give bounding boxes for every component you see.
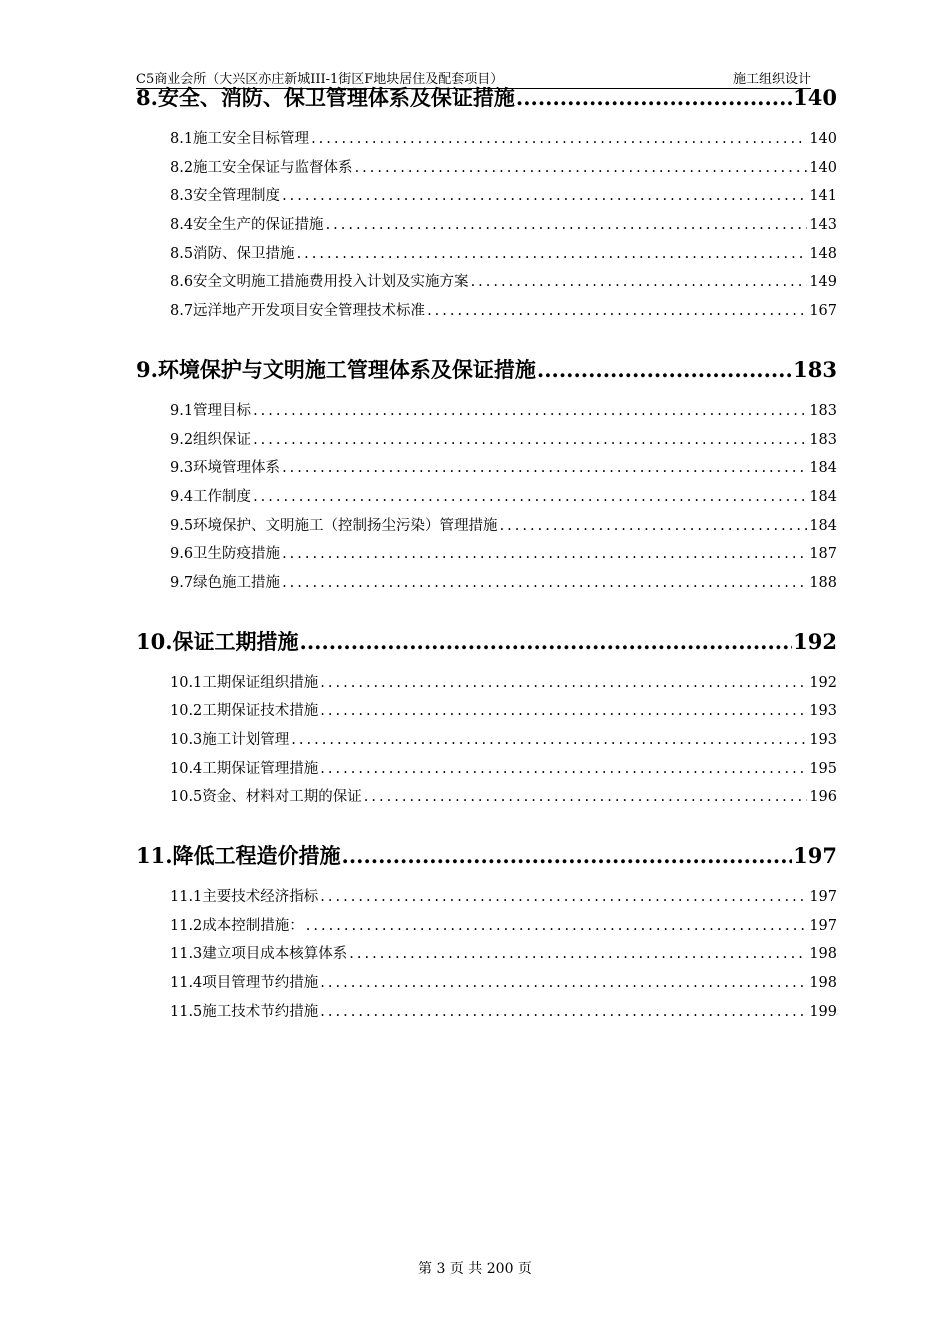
section-page: 140 xyxy=(793,85,837,110)
section-page: 197 xyxy=(793,843,837,869)
toc-entries xyxy=(136,127,837,328)
dot-leader xyxy=(291,732,807,748)
toc-entry[interactable] xyxy=(170,914,837,943)
dot-leader xyxy=(355,160,808,176)
dot-leader xyxy=(282,546,807,562)
entry-page: 167 xyxy=(809,303,837,320)
entry-title: 11.5施工技术节约措施 xyxy=(170,1003,319,1020)
toc-entry[interactable] xyxy=(170,514,837,543)
dot-leader xyxy=(320,975,807,991)
entry-title: 8.2施工安全保证与监督体系 xyxy=(170,159,353,176)
entry-title: 9.7绿色施工措施 xyxy=(170,574,281,591)
dot-leader xyxy=(320,1004,807,1020)
toc-entry[interactable] xyxy=(170,184,837,213)
toc-entry[interactable] xyxy=(170,942,837,971)
entry-page: 183 xyxy=(809,402,837,419)
dot-leader xyxy=(253,489,807,505)
toc-section-9 xyxy=(136,354,837,600)
toc-entry[interactable] xyxy=(170,1000,837,1029)
entry-page: 188 xyxy=(809,574,837,591)
entry-page: 143 xyxy=(809,217,837,234)
entry-page: 197 xyxy=(809,889,837,906)
dot-leader xyxy=(320,675,807,691)
toc-entry[interactable] xyxy=(170,571,837,600)
toc-entry[interactable] xyxy=(170,127,837,156)
entry-title: 11.3建立项目成本核算体系 xyxy=(170,946,348,963)
entry-page: 193 xyxy=(809,732,837,748)
entry-page: 140 xyxy=(809,131,837,147)
toc-entry[interactable] xyxy=(170,428,837,457)
entry-title: 8.4安全生产的保证措施 xyxy=(170,217,324,234)
entry-title: 9.2组织保证 xyxy=(170,431,252,448)
section-title: 8.安全、消防、保卫管理体系及保证措施 xyxy=(136,85,515,110)
entry-title: 8.6安全文明施工措施费用投入计划及实施方案 xyxy=(170,274,469,291)
dot-leader xyxy=(320,889,807,905)
table-of-contents xyxy=(136,82,837,1029)
entry-page: 184 xyxy=(809,488,837,505)
toc-entries xyxy=(136,399,837,600)
entry-title: 8.5消防、保卫措施 xyxy=(170,245,295,262)
dot-leader xyxy=(342,843,793,868)
entry-title: 8.3安全管理制度 xyxy=(170,188,281,205)
entry-page: 196 xyxy=(809,789,837,806)
dot-leader xyxy=(427,303,807,319)
toc-entry[interactable] xyxy=(170,971,837,1000)
entry-title: 10.1工期保证组织措施 xyxy=(170,674,319,691)
toc-entry[interactable] xyxy=(170,242,837,271)
entry-title: 11.4项目管理节约措施 xyxy=(170,975,319,992)
toc-entry[interactable] xyxy=(170,699,837,728)
toc-section-heading[interactable] xyxy=(136,354,837,388)
dot-leader xyxy=(320,761,807,777)
entry-title: 9.4工作制度 xyxy=(170,488,252,505)
toc-section-10 xyxy=(136,626,837,814)
dot-leader xyxy=(282,575,807,591)
entry-title: 10.5资金、材料对工期的保证 xyxy=(170,789,362,806)
entry-title: 8.1施工安全目标管理 xyxy=(170,131,310,147)
dot-leader xyxy=(471,274,808,290)
entry-page: 184 xyxy=(809,460,837,477)
dot-leader xyxy=(364,789,808,805)
toc-section-heading[interactable] xyxy=(136,82,837,116)
dot-leader xyxy=(320,703,807,719)
entry-title: 8.7远洋地产开发项目安全管理技术标准 xyxy=(170,303,426,320)
toc-section-11 xyxy=(136,840,837,1028)
toc-entry[interactable] xyxy=(170,456,837,485)
dot-leader xyxy=(253,403,807,419)
toc-entry[interactable] xyxy=(170,542,837,571)
entry-page: 183 xyxy=(809,431,837,448)
entry-page: 193 xyxy=(809,703,837,720)
entry-page: 149 xyxy=(809,274,837,291)
toc-entry[interactable] xyxy=(170,399,837,428)
toc-section-heading[interactable] xyxy=(136,626,837,660)
section-title: 11.降低工程造价措施 xyxy=(136,843,341,869)
entry-page: 141 xyxy=(809,188,837,205)
entry-page: 195 xyxy=(809,760,837,777)
entry-page: 198 xyxy=(809,975,837,992)
entry-title: 9.6卫生防疫措施 xyxy=(170,546,281,563)
section-title: 10.保证工期措施 xyxy=(136,628,299,654)
dot-leader xyxy=(297,246,808,262)
dot-leader xyxy=(253,432,807,448)
entry-page: 192 xyxy=(809,674,837,691)
entry-page: 187 xyxy=(809,546,837,563)
dot-leader xyxy=(282,460,807,476)
entry-title: 9.3环境管理体系 xyxy=(170,460,281,477)
toc-entry[interactable] xyxy=(170,757,837,786)
dot-leader xyxy=(311,131,807,147)
dot-leader xyxy=(349,946,807,962)
entry-title: 11.1主要技术经济指标 xyxy=(170,889,319,906)
toc-entry[interactable] xyxy=(170,485,837,514)
toc-section-heading[interactable] xyxy=(136,840,837,874)
toc-entry[interactable] xyxy=(170,671,837,700)
toc-entries xyxy=(136,885,837,1028)
toc-entry[interactable] xyxy=(170,885,837,914)
header-document-type: 施工组织设计 xyxy=(732,72,811,87)
entry-title: 9.1管理目标 xyxy=(170,402,252,419)
entry-title: 10.4工期保证管理措施 xyxy=(170,760,319,777)
dot-leader xyxy=(516,85,792,110)
dot-leader xyxy=(500,518,808,534)
entry-page: 184 xyxy=(809,517,837,534)
entry-page: 140 xyxy=(809,159,837,176)
toc-entry[interactable] xyxy=(170,785,837,814)
section-page: 192 xyxy=(793,628,837,654)
dot-leader xyxy=(537,357,792,382)
entry-title: 10.2工期保证技术措施 xyxy=(170,703,319,720)
toc-entry[interactable] xyxy=(170,213,837,242)
dot-leader xyxy=(326,217,808,233)
entry-page: 148 xyxy=(809,245,837,262)
toc-entry[interactable] xyxy=(170,728,837,757)
dot-leader xyxy=(300,629,793,654)
entry-title: 11.2成本控制措施： xyxy=(170,917,304,934)
toc-entry[interactable] xyxy=(170,270,837,299)
entry-title: 9.5环境保护、文明施工（控制扬尘污染）管理措施 xyxy=(170,517,498,534)
section-page: 183 xyxy=(793,356,837,382)
dot-leader xyxy=(306,918,808,934)
header-project-title: C5商业会所（大兴区亦庄新城III-1街区F地块居住及配套项目） xyxy=(136,72,504,87)
entry-page: 198 xyxy=(809,946,837,963)
entry-page: 197 xyxy=(809,917,837,934)
toc-entries xyxy=(136,671,837,814)
toc-entry[interactable] xyxy=(170,299,837,328)
toc-entry[interactable] xyxy=(170,156,837,185)
dot-leader xyxy=(282,188,807,204)
page-footer: 第 3 页 共 200 页 xyxy=(418,1261,532,1277)
section-title: 9.环境保护与文明施工管理体系及保证措施 xyxy=(136,356,536,382)
toc-section-8 xyxy=(136,82,837,328)
entry-title: 10.3施工计划管理 xyxy=(170,732,290,748)
entry-page: 199 xyxy=(809,1003,837,1020)
